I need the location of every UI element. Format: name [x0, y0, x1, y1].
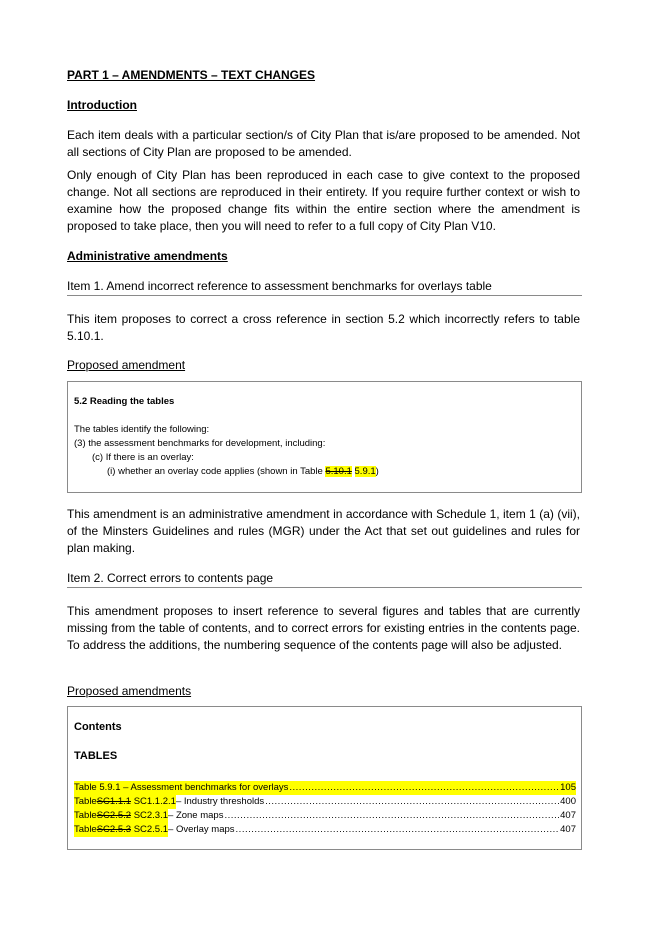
box-line-4 [107, 465, 379, 479]
toc-leader [236, 823, 560, 837]
toc-page-number: 400 [560, 796, 576, 807]
part-title: PART 1 – AMENDMENTS – TEXT CHANGES [67, 68, 316, 82]
toc-page-number: 407 [560, 810, 576, 821]
toc-row-prefix: Table [74, 796, 97, 807]
inserted-reference: 5.9.1 [354, 466, 376, 477]
toc-deleted: SC2.5.3 [96, 824, 132, 835]
box-line-4-suffix: ) [375, 466, 379, 477]
toc-row [74, 781, 576, 795]
tables-subheading: TABLES [74, 750, 118, 762]
toc-deleted: SC1.1.1 [96, 796, 132, 807]
box-line-4-prefix: (i) whether an overlay code applies (shown in Table [107, 466, 326, 477]
toc-row [74, 795, 576, 809]
box-line-1: The tables identify the following: [74, 424, 210, 435]
item1-title: Item 1. Amend incorrect reference to assessment benchmarks for overlays table [67, 279, 582, 296]
item2-title: Item 2. Correct errors to contents page [67, 571, 582, 588]
toc-deleted: SC2.5.2 [96, 810, 132, 821]
toc-row-prefix: Table [74, 810, 97, 821]
contents-heading: Contents [74, 721, 122, 733]
toc-page-number: 407 [560, 824, 576, 835]
toc-page-number: 105 [560, 782, 576, 793]
toc-row-suffix: – Overlay maps [168, 824, 235, 835]
toc-row [74, 823, 576, 837]
item2-description: This amendment proposes to insert reference to several figures and tables that are currently missing from the table of contents, and to correct errors for existing entries in the contents page. To address the additions, the numbering sequence of the contents page will also be adjusted. [67, 604, 580, 652]
toc-row-suffix: – Zone maps [168, 810, 224, 821]
item1-proposed-heading: Proposed amendment [67, 358, 186, 372]
contents-box [67, 706, 582, 850]
intro-heading: Introduction [67, 98, 137, 112]
box-line-3: (c) If there is an overlay: [92, 452, 194, 463]
item1-amendment-box [67, 381, 582, 493]
intro-paragraph-1: Each item deals with a particular section/s of City Plan that is/are proposed to be amended. Not all sections of City Plan are proposed to be amended. [67, 128, 580, 159]
toc-row-suffix: – Industry thresholds [175, 796, 265, 807]
toc-leader [224, 809, 559, 823]
toc-inserted: SC2.5.1 [133, 824, 169, 835]
box-heading: 5.2 Reading the tables [74, 396, 175, 407]
toc-row-prefix: Table [74, 824, 97, 835]
deleted-reference: 5.10.1 [325, 466, 352, 477]
box-line-2: (3) the assessment benchmarks for development, including: [74, 438, 326, 449]
item2-proposed-heading: Proposed amendments [67, 684, 192, 698]
toc-row [74, 809, 576, 823]
toc-list [74, 781, 576, 837]
item1-description: This item proposes to correct a cross reference in section 5.2 which incorrectly refers to table 5.10.1. [67, 312, 580, 343]
toc-row-title: Table 5.9.1 – Assessment benchmarks for overlays [74, 782, 289, 793]
admin-heading: Administrative amendments [67, 249, 228, 263]
toc-inserted: SC2.3.1 [133, 810, 169, 821]
toc-leader [289, 781, 559, 795]
toc-inserted: SC1.1.2.1 [133, 796, 176, 807]
toc-leader [265, 795, 559, 809]
item1-after-text: This amendment is an administrative amendment in accordance with Schedule 1, item 1 (a) (vii), of the Minsters Guidelines and rules (MGR) under the Act that set out guidelines and rules for plan making. [67, 507, 580, 555]
intro-paragraph-2: Only enough of City Plan has been reproduced in each case to give context to the proposed change. Not all sections are reproduced in their entirety. If you require further context or wish to examine how the proposed change fits within the entire section where the amendment is proposed to take place, then you will need to refer to a full copy of City Plan V10. [67, 168, 580, 233]
